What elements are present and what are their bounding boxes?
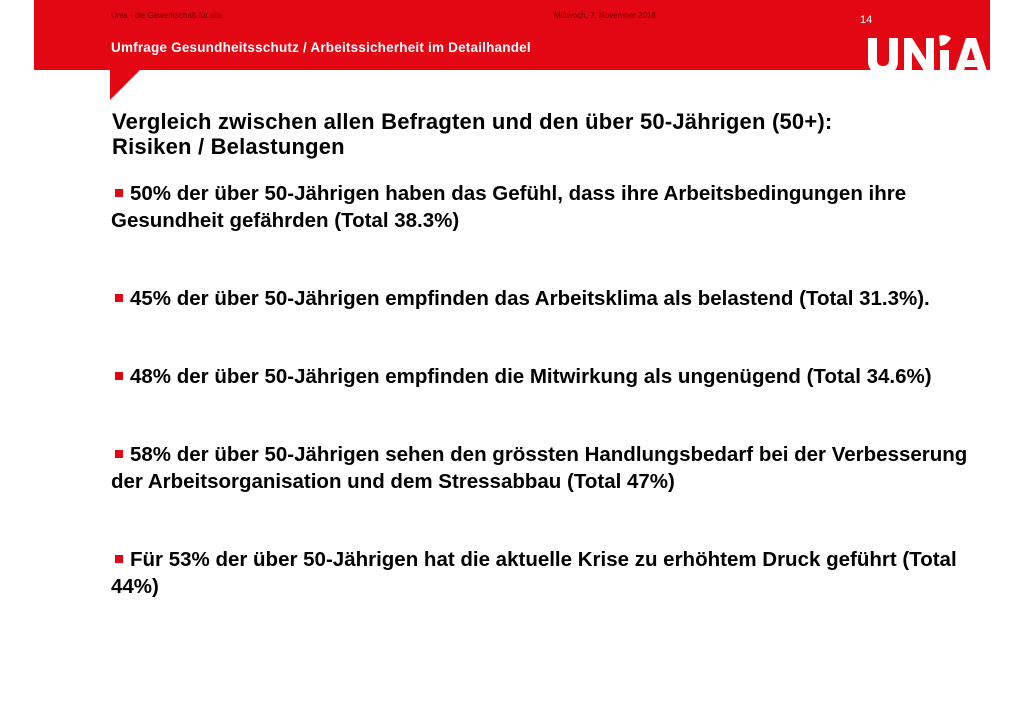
list-item xyxy=(111,180,1001,234)
list-item xyxy=(111,363,1001,390)
date-label: Mittwoch, 7. November 2018 xyxy=(554,11,656,20)
bullet-text: 58% der über 50-Jährigen sehen den grössten Handlungsbedarf bei der Verbesserung der Arbeitsorganisation und dem Stressabbau (Total 47%) xyxy=(111,443,968,493)
unia-logo xyxy=(866,34,990,74)
list-item xyxy=(111,285,1001,312)
bullet-square-icon xyxy=(115,294,123,302)
bullet-text: Für 53% der über 50-Jährigen hat die aktuelle Krise zu erhöhtem Druck geführt (Total 44%) xyxy=(111,548,957,598)
header-corner-notch xyxy=(110,70,140,100)
list-item xyxy=(111,441,1001,495)
slide-title: Vergleich zwischen allen Befragten und den über 50-Jährigen (50+): Risiken / Belastungen xyxy=(112,109,833,159)
page-number: 14 xyxy=(860,14,873,26)
bullet-square-icon xyxy=(115,450,123,458)
bullet-text: 45% der über 50-Jährigen empfinden das Arbeitsklima als belastend (Total 31.3%). xyxy=(130,287,930,310)
bullet-square-icon xyxy=(115,189,123,197)
list-item xyxy=(111,546,1001,600)
presentation-subtitle: Umfrage Gesundheitsschutz / Arbeitssicherheit im Detailhandel xyxy=(111,40,531,55)
bullet-square-icon xyxy=(115,555,123,563)
bullet-square-icon xyxy=(115,372,123,380)
bullet-text: 48% der über 50-Jährigen empfinden die Mitwirkung als ungenügend (Total 34.6%) xyxy=(130,365,932,388)
bullet-text: 50% der über 50-Jährigen haben das Gefühl, dass ihre Arbeitsbedingungen ihre Gesundheit gefährden (Total 38.3%) xyxy=(111,182,907,232)
organization-label: Unia - die Gewerkschaft für alle xyxy=(111,11,223,20)
bullet-list xyxy=(111,180,1001,651)
